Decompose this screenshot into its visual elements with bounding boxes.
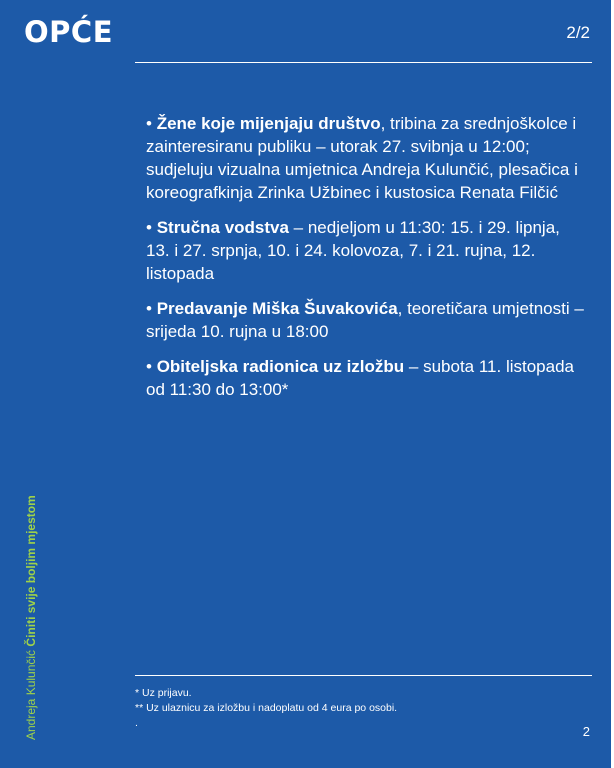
event-title: Stručna vodstva (156, 218, 289, 237)
bullet: • (146, 299, 157, 318)
bullet: • (146, 357, 157, 376)
page-title: OPĆE (24, 15, 113, 49)
page-counter: 2/2 (566, 23, 590, 42)
event-details: – subota 11. listopada od 11:30 do 13:00* (146, 357, 574, 399)
event-list (146, 112, 586, 413)
page-number: 2 (582, 724, 590, 739)
event-item (146, 297, 586, 343)
event-item (146, 112, 586, 204)
event-title: Žene koje mijenjaju društvo (156, 114, 381, 133)
bullet: • (146, 218, 157, 237)
footnote: . (135, 717, 138, 729)
event-details: , teoretičara umjetnosti – srijeda 10. rujna u 18:00 (146, 299, 584, 341)
footnotes (135, 686, 397, 731)
side-label-title: Činiti svije boljim mjestom (24, 495, 38, 647)
footnote: ** Uz ulaznicu za izložbu i nadoplatu od 4 eura po osobi. (135, 702, 398, 714)
side-label-author: Andreja Kulunčić (24, 649, 38, 740)
event-title: Obiteljska radionica uz izložbu (156, 357, 405, 376)
bullet: • (146, 114, 157, 133)
event-details: – nedjeljom u 11:30: 15. i 29. lipnja, 13. i 27. srpnja, 10. i 24. kolovoza, 7. i 21. rujna, 12. listopada (146, 218, 560, 283)
event-title: Predavanje Miška Šuvakovića (156, 299, 398, 318)
event-item (146, 355, 586, 401)
event-item (146, 216, 586, 285)
side-label (24, 495, 38, 740)
footer-divider (135, 675, 592, 676)
header-divider (135, 62, 592, 63)
footnote: * Uz prijavu. (135, 687, 192, 699)
event-details: , tribina za srednjoškolce i zainteresiranu publiku – utorak 27. svibnja u 12:00; sudjeluju vizualna umjetnica Andreja Kulunčić, plesačica i koreografkinja Zrinka Užbinec i kustosica Renata Filčić (146, 114, 578, 202)
